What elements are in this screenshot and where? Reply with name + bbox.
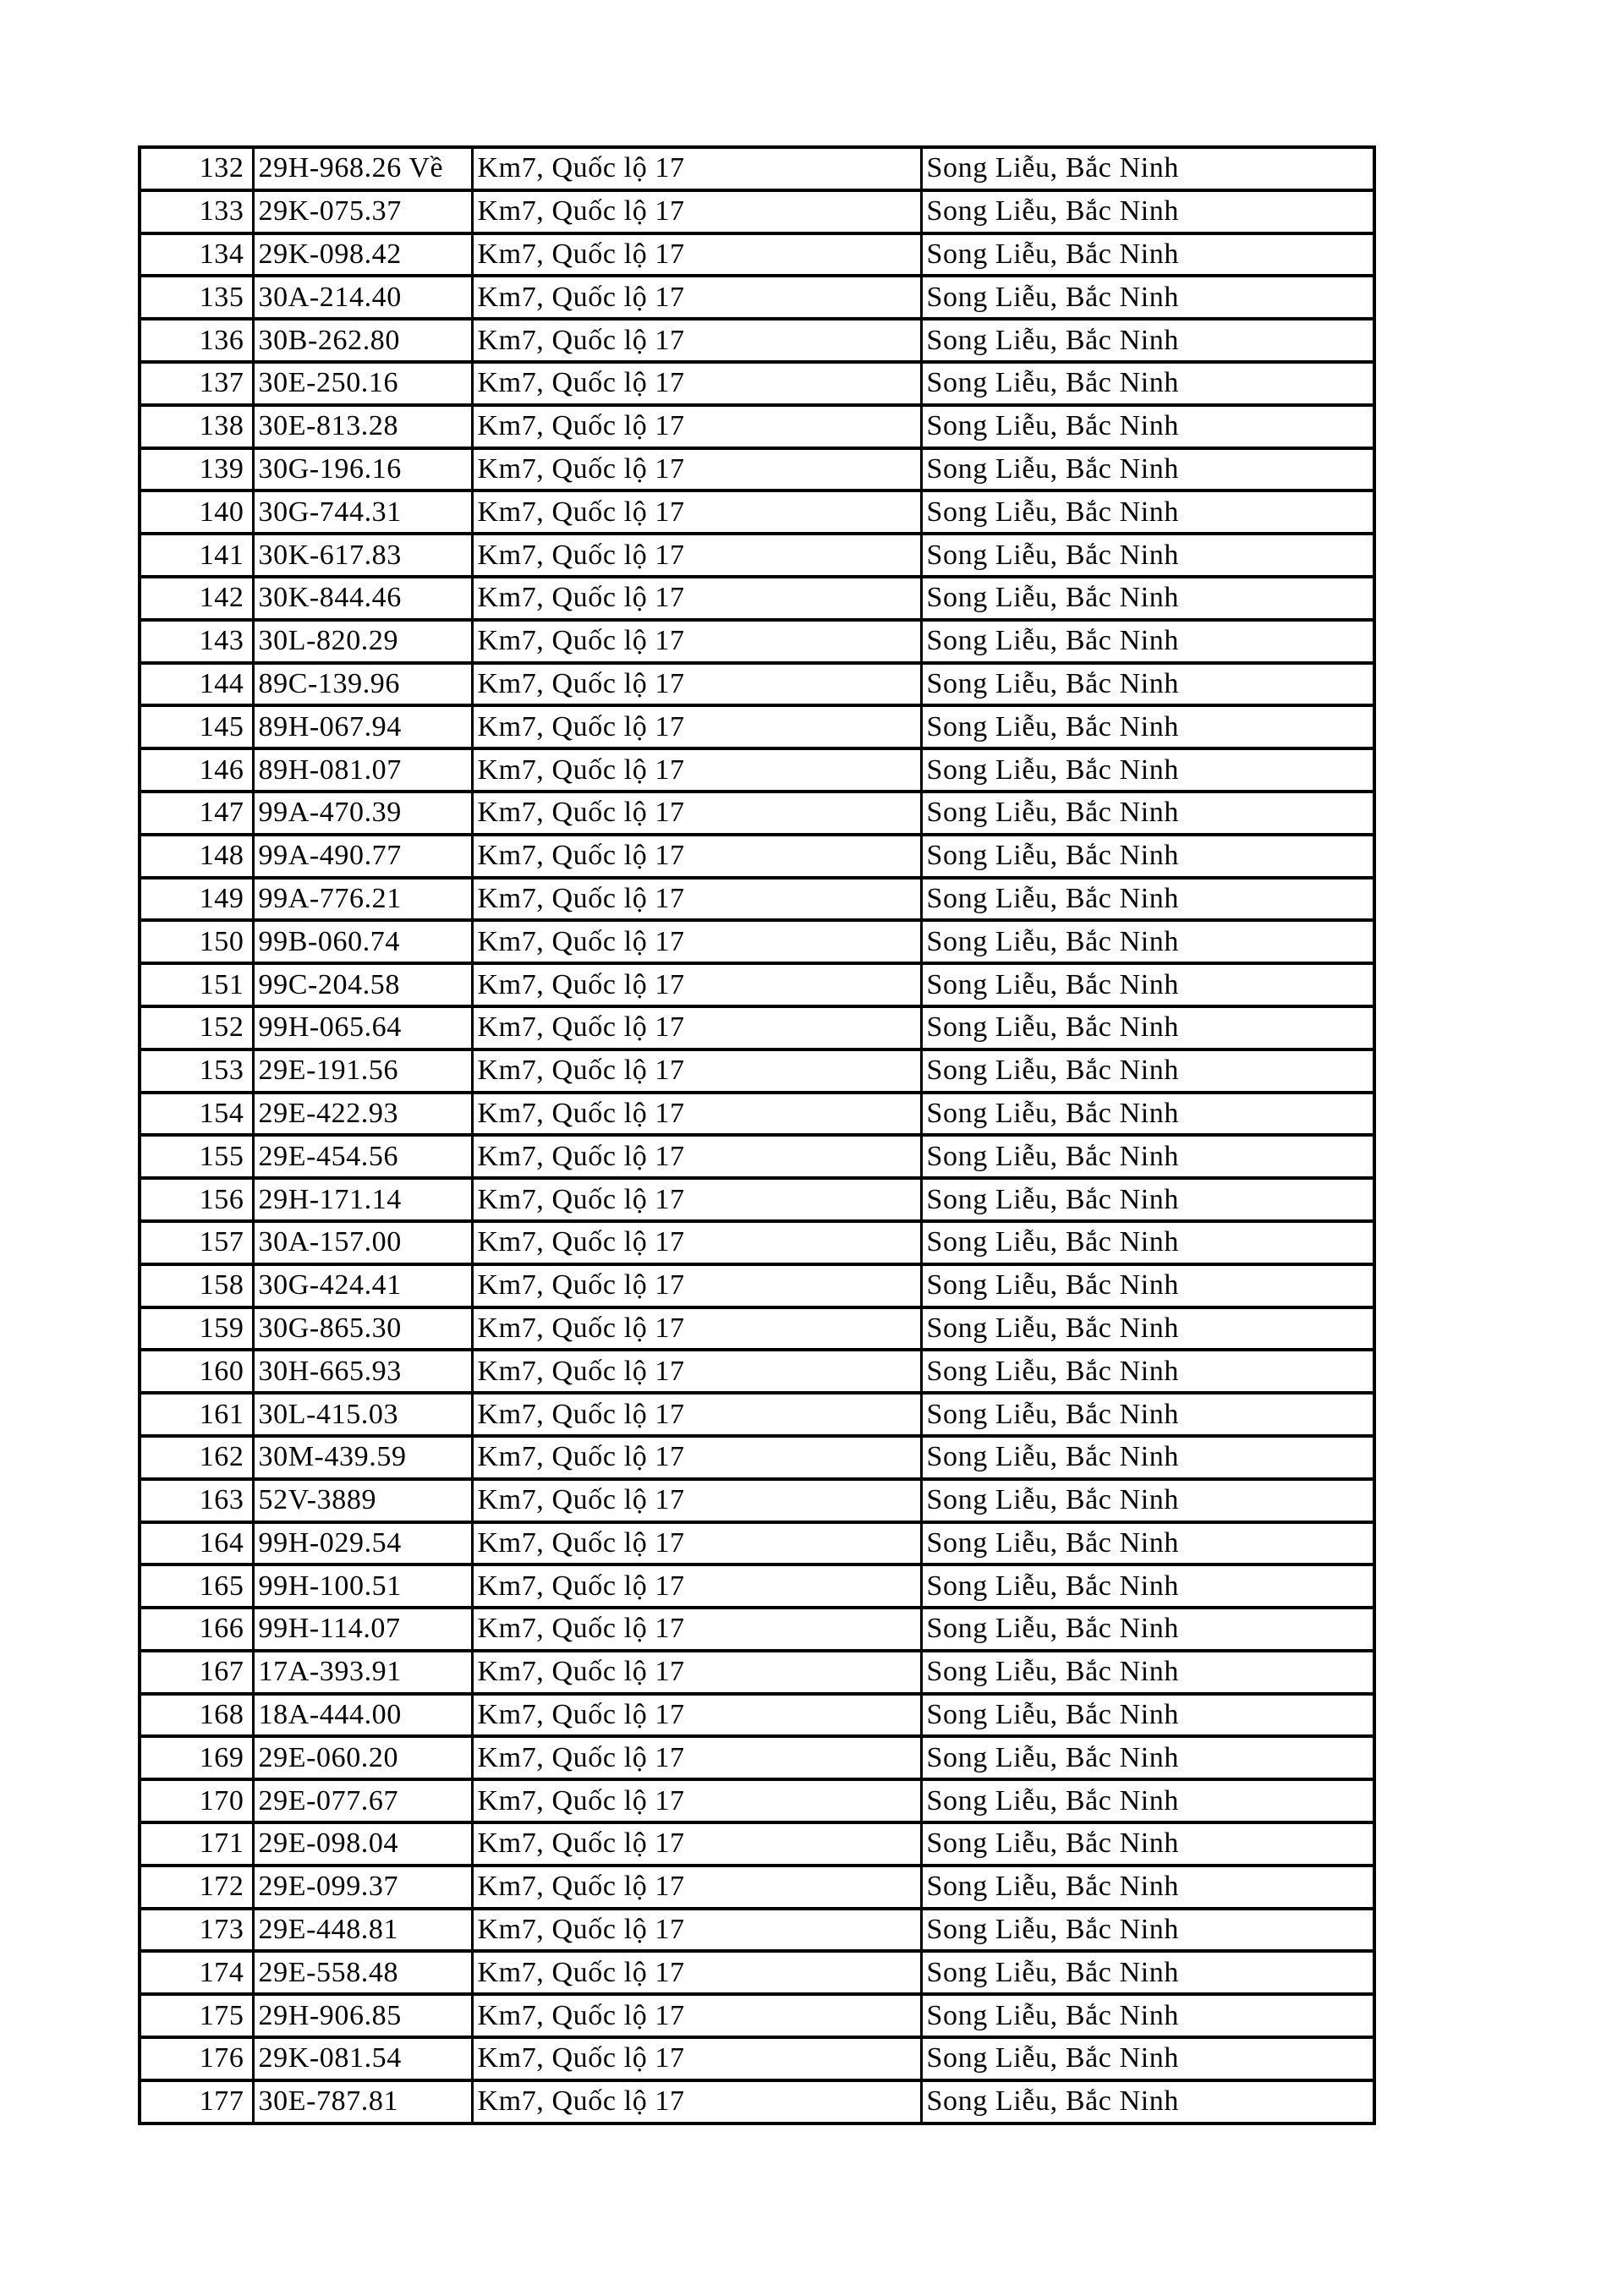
plate-number-cell: 99C-204.58 [253,963,472,1006]
row-number-cell: 171 [140,1822,253,1866]
row-number-cell: 151 [140,963,253,1006]
table-row [140,620,1374,663]
district-cell: Song Liễu, Bắc Ninh [921,1822,1374,1866]
district-cell: Song Liễu, Bắc Ninh [921,276,1374,319]
district-cell: Song Liễu, Bắc Ninh [921,1736,1374,1779]
plate-list-table [138,145,1376,2125]
district-cell: Song Liễu, Bắc Ninh [921,233,1374,277]
district-cell: Song Liễu, Bắc Ninh [921,1006,1374,1049]
location-cell: Km7, Quốc lộ 17 [472,147,921,190]
district-cell: Song Liễu, Bắc Ninh [921,878,1374,921]
plate-number-cell: 18A-444.00 [253,1694,472,1737]
row-number-cell: 177 [140,2080,253,2123]
district-cell: Song Liễu, Bắc Ninh [921,1393,1374,1436]
row-number-cell: 158 [140,1264,253,1307]
location-cell: Km7, Quốc lộ 17 [472,1006,921,1049]
location-cell: Km7, Quốc lộ 17 [472,490,921,534]
row-number-cell: 140 [140,490,253,534]
row-number-cell: 159 [140,1307,253,1351]
table-row [140,276,1374,319]
district-cell: Song Liễu, Bắc Ninh [921,1049,1374,1093]
table-row [140,448,1374,491]
table-row [140,1651,1374,1694]
row-number-cell: 163 [140,1479,253,1522]
row-number-cell: 143 [140,620,253,663]
table-row [140,1350,1374,1393]
location-cell: Km7, Quốc lộ 17 [472,1093,921,1136]
plate-number-cell: 29E-558.48 [253,1951,472,1994]
plate-number-cell: 52V-3889 [253,1479,472,1522]
plate-number-cell: 99H-065.64 [253,1006,472,1049]
plate-number-cell: 17A-393.91 [253,1651,472,1694]
location-cell: Km7, Quốc lộ 17 [472,1822,921,1866]
plate-number-cell: 30E-250.16 [253,362,472,405]
district-cell: Song Liễu, Bắc Ninh [921,362,1374,405]
row-number-cell: 152 [140,1006,253,1049]
location-cell: Km7, Quốc lộ 17 [472,878,921,921]
plate-number-cell: 30L-415.03 [253,1393,472,1436]
plate-number-cell: 99A-776.21 [253,878,472,921]
row-number-cell: 133 [140,190,253,233]
location-cell: Km7, Quốc lộ 17 [472,1564,921,1608]
plate-number-cell: 29H-968.26 Về [253,147,472,190]
row-number-cell: 154 [140,1093,253,1136]
location-cell: Km7, Quốc lộ 17 [472,1135,921,1178]
plate-number-cell: 30H-665.93 [253,1350,472,1393]
district-cell: Song Liễu, Bắc Ninh [921,748,1374,792]
plate-number-cell: 30G-744.31 [253,490,472,534]
table-row [140,1951,1374,1994]
row-number-cell: 142 [140,577,253,620]
plate-number-cell: 29K-075.37 [253,190,472,233]
location-cell: Km7, Quốc lộ 17 [472,1866,921,1909]
row-number-cell: 134 [140,233,253,277]
row-number-cell: 157 [140,1221,253,1264]
row-number-cell: 174 [140,1951,253,1994]
location-cell: Km7, Quốc lộ 17 [472,1436,921,1479]
location-cell: Km7, Quốc lộ 17 [472,1178,921,1221]
plate-number-cell: 89H-067.94 [253,705,472,748]
table-row [140,748,1374,792]
table-row [140,1608,1374,1651]
table-row [140,1522,1374,1565]
plate-number-cell: 29E-454.56 [253,1135,472,1178]
district-cell: Song Liễu, Bắc Ninh [921,663,1374,706]
district-cell: Song Liễu, Bắc Ninh [921,1479,1374,1522]
table-row [140,190,1374,233]
plate-number-cell: 89C-139.96 [253,663,472,706]
location-cell: Km7, Quốc lộ 17 [472,1393,921,1436]
row-number-cell: 144 [140,663,253,706]
table-row [140,233,1374,277]
row-number-cell: 166 [140,1608,253,1651]
plate-number-cell: 99H-029.54 [253,1522,472,1565]
table-row [140,1736,1374,1779]
plate-number-cell: 29E-448.81 [253,1909,472,1952]
row-number-cell: 153 [140,1049,253,1093]
plate-number-cell: 99H-114.07 [253,1608,472,1651]
district-cell: Song Liễu, Bắc Ninh [921,1564,1374,1608]
plate-number-cell: 30B-262.80 [253,319,472,362]
plate-number-cell: 30A-214.40 [253,276,472,319]
district-cell: Song Liễu, Bắc Ninh [921,577,1374,620]
row-number-cell: 173 [140,1909,253,1952]
table-row [140,663,1374,706]
row-number-cell: 136 [140,319,253,362]
location-cell: Km7, Quốc lộ 17 [472,233,921,277]
plate-number-cell: 30L-820.29 [253,620,472,663]
district-cell: Song Liễu, Bắc Ninh [921,1307,1374,1351]
location-cell: Km7, Quốc lộ 17 [472,705,921,748]
district-cell: Song Liễu, Bắc Ninh [921,1436,1374,1479]
row-number-cell: 167 [140,1651,253,1694]
table-row [140,319,1374,362]
row-number-cell: 132 [140,147,253,190]
table-row [140,705,1374,748]
row-number-cell: 139 [140,448,253,491]
district-cell: Song Liễu, Bắc Ninh [921,1522,1374,1565]
plate-number-cell: 30G-196.16 [253,448,472,491]
district-cell: Song Liễu, Bắc Ninh [921,1608,1374,1651]
table-row [140,835,1374,878]
district-cell: Song Liễu, Bắc Ninh [921,534,1374,577]
row-number-cell: 137 [140,362,253,405]
district-cell: Song Liễu, Bắc Ninh [921,705,1374,748]
district-cell: Song Liễu, Bắc Ninh [921,490,1374,534]
location-cell: Km7, Quốc lộ 17 [472,1994,921,2037]
location-cell: Km7, Quốc lộ 17 [472,2080,921,2123]
location-cell: Km7, Quốc lộ 17 [472,319,921,362]
location-cell: Km7, Quốc lộ 17 [472,1049,921,1093]
location-cell: Km7, Quốc lộ 17 [472,276,921,319]
district-cell: Song Liễu, Bắc Ninh [921,835,1374,878]
row-number-cell: 170 [140,1779,253,1822]
row-number-cell: 146 [140,748,253,792]
row-number-cell: 138 [140,405,253,448]
table-row [140,1994,1374,2037]
location-cell: Km7, Quốc lộ 17 [472,1736,921,1779]
district-cell: Song Liễu, Bắc Ninh [921,920,1374,963]
district-cell: Song Liễu, Bắc Ninh [921,1779,1374,1822]
location-cell: Km7, Quốc lộ 17 [472,448,921,491]
table-row [140,362,1374,405]
table-row [140,963,1374,1006]
district-cell: Song Liễu, Bắc Ninh [921,1951,1374,1994]
plate-number-cell: 29E-060.20 [253,1736,472,1779]
district-cell: Song Liễu, Bắc Ninh [921,1350,1374,1393]
row-number-cell: 168 [140,1694,253,1737]
table-row [140,534,1374,577]
table-row [140,1049,1374,1093]
location-cell: Km7, Quốc lộ 17 [472,1522,921,1565]
table-row [140,1479,1374,1522]
plate-number-cell: 99A-490.77 [253,835,472,878]
location-cell: Km7, Quốc lộ 17 [472,792,921,835]
district-cell: Song Liễu, Bắc Ninh [921,1093,1374,1136]
row-number-cell: 148 [140,835,253,878]
district-cell: Song Liễu, Bắc Ninh [921,1994,1374,2037]
location-cell: Km7, Quốc lộ 17 [472,620,921,663]
row-number-cell: 155 [140,1135,253,1178]
table-row [140,1822,1374,1866]
row-number-cell: 169 [140,1736,253,1779]
plate-number-cell: 89H-081.07 [253,748,472,792]
table-row [140,1178,1374,1221]
table-row [140,147,1374,190]
table-row [140,1564,1374,1608]
row-number-cell: 150 [140,920,253,963]
location-cell: Km7, Quốc lộ 17 [472,1694,921,1737]
plate-number-cell: 30M-439.59 [253,1436,472,1479]
row-number-cell: 149 [140,878,253,921]
table-row [140,1006,1374,1049]
plate-number-cell: 99B-060.74 [253,920,472,963]
location-cell: Km7, Quốc lộ 17 [472,748,921,792]
table-row [140,1393,1374,1436]
row-number-cell: 156 [140,1178,253,1221]
location-cell: Km7, Quốc lộ 17 [472,534,921,577]
location-cell: Km7, Quốc lộ 17 [472,1951,921,1994]
plate-number-cell: 29E-099.37 [253,1866,472,1909]
table-row [140,577,1374,620]
location-cell: Km7, Quốc lộ 17 [472,1264,921,1307]
row-number-cell: 145 [140,705,253,748]
row-number-cell: 141 [140,534,253,577]
plate-number-cell: 99H-100.51 [253,1564,472,1608]
plate-number-cell: 30E-787.81 [253,2080,472,2123]
plate-number-cell: 30E-813.28 [253,405,472,448]
location-cell: Km7, Quốc lộ 17 [472,1909,921,1952]
row-number-cell: 135 [140,276,253,319]
plate-list-table-body [140,147,1374,2123]
district-cell: Song Liễu, Bắc Ninh [921,620,1374,663]
plate-number-cell: 30K-844.46 [253,577,472,620]
location-cell: Km7, Quốc lộ 17 [472,1651,921,1694]
row-number-cell: 160 [140,1350,253,1393]
location-cell: Km7, Quốc lộ 17 [472,577,921,620]
district-cell: Song Liễu, Bắc Ninh [921,448,1374,491]
district-cell: Song Liễu, Bắc Ninh [921,1178,1374,1221]
row-number-cell: 172 [140,1866,253,1909]
table-row [140,878,1374,921]
location-cell: Km7, Quốc lộ 17 [472,405,921,448]
district-cell: Song Liễu, Bắc Ninh [921,2080,1374,2123]
district-cell: Song Liễu, Bắc Ninh [921,147,1374,190]
table-row [140,1135,1374,1178]
location-cell: Km7, Quốc lộ 17 [472,663,921,706]
location-cell: Km7, Quốc lộ 17 [472,1350,921,1393]
plate-number-cell: 30G-865.30 [253,1307,472,1351]
location-cell: Km7, Quốc lộ 17 [472,362,921,405]
district-cell: Song Liễu, Bắc Ninh [921,1909,1374,1952]
plate-number-cell: 30A-157.00 [253,1221,472,1264]
location-cell: Km7, Quốc lộ 17 [472,1779,921,1822]
plate-number-cell: 29H-906.85 [253,1994,472,2037]
district-cell: Song Liễu, Bắc Ninh [921,405,1374,448]
table-row [140,1436,1374,1479]
row-number-cell: 147 [140,792,253,835]
table-row [140,920,1374,963]
district-cell: Song Liễu, Bắc Ninh [921,963,1374,1006]
district-cell: Song Liễu, Bắc Ninh [921,319,1374,362]
table-row [140,1093,1374,1136]
plate-number-cell: 29K-081.54 [253,2037,472,2080]
plate-number-cell: 29E-077.67 [253,1779,472,1822]
row-number-cell: 164 [140,1522,253,1565]
district-cell: Song Liễu, Bắc Ninh [921,1135,1374,1178]
district-cell: Song Liễu, Bắc Ninh [921,1694,1374,1737]
plate-number-cell: 30K-617.83 [253,534,472,577]
district-cell: Song Liễu, Bắc Ninh [921,792,1374,835]
plate-number-cell: 30G-424.41 [253,1264,472,1307]
location-cell: Km7, Quốc lộ 17 [472,835,921,878]
table-row [140,1779,1374,1822]
plate-number-cell: 29K-098.42 [253,233,472,277]
table-row [140,1264,1374,1307]
row-number-cell: 162 [140,1436,253,1479]
plate-number-cell: 29E-422.93 [253,1093,472,1136]
location-cell: Km7, Quốc lộ 17 [472,1608,921,1651]
plate-number-cell: 29E-191.56 [253,1049,472,1093]
location-cell: Km7, Quốc lộ 17 [472,190,921,233]
plate-number-cell: 29H-171.14 [253,1178,472,1221]
district-cell: Song Liễu, Bắc Ninh [921,1651,1374,1694]
location-cell: Km7, Quốc lộ 17 [472,963,921,1006]
row-number-cell: 176 [140,2037,253,2080]
table-row [140,1694,1374,1737]
table-row [140,2037,1374,2080]
row-number-cell: 175 [140,1994,253,2037]
location-cell: Km7, Quốc lộ 17 [472,1307,921,1351]
district-cell: Song Liễu, Bắc Ninh [921,190,1374,233]
location-cell: Km7, Quốc lộ 17 [472,2037,921,2080]
row-number-cell: 161 [140,1393,253,1436]
district-cell: Song Liễu, Bắc Ninh [921,1866,1374,1909]
table-row [140,490,1374,534]
district-cell: Song Liễu, Bắc Ninh [921,1264,1374,1307]
district-cell: Song Liễu, Bắc Ninh [921,1221,1374,1264]
table-row [140,1866,1374,1909]
table-row [140,1307,1374,1351]
location-cell: Km7, Quốc lộ 17 [472,1221,921,1264]
location-cell: Km7, Quốc lộ 17 [472,1479,921,1522]
table-row [140,1909,1374,1952]
row-number-cell: 165 [140,1564,253,1608]
plate-number-cell: 29E-098.04 [253,1822,472,1866]
table-row [140,792,1374,835]
table-row [140,2080,1374,2123]
plate-number-cell: 99A-470.39 [253,792,472,835]
table-row [140,405,1374,448]
district-cell: Song Liễu, Bắc Ninh [921,2037,1374,2080]
table-row [140,1221,1374,1264]
location-cell: Km7, Quốc lộ 17 [472,920,921,963]
